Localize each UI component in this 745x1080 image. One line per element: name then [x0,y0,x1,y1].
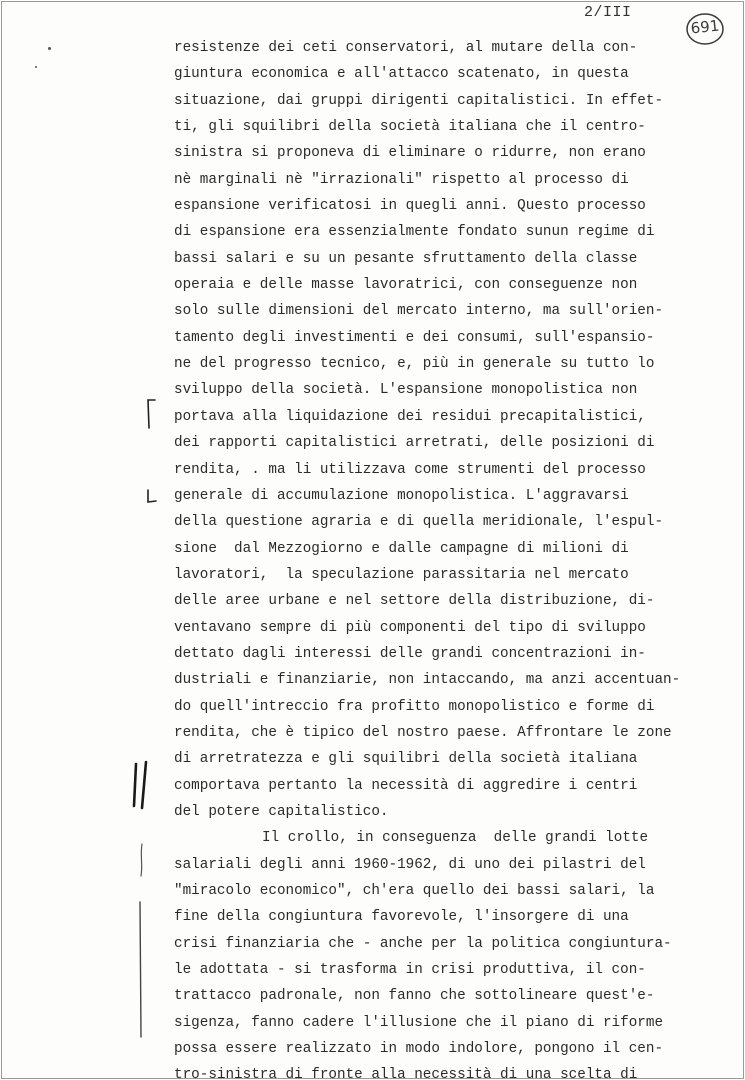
text-line: delle aree urbane e nel settore della distribuzione, di- [174,593,655,610]
paragraph-first-line: Il crollo, in conseguenza delle grandi lotte [262,830,649,847]
text-line: dettato dagli interessi delle grandi concentrazioni in- [174,645,646,662]
text-line: sviluppo della società. L'espansione monopolistica non [174,382,638,399]
text-line: espansione verificatosi in quegli anni. Questo processo [174,198,646,215]
page-number: 2/III [584,4,632,21]
text-line: di espansione era essenzialmente fondato sunun regime di [174,224,655,241]
text-line: rendita, . ma li utilizzava come strumenti del processo [174,461,646,478]
text-line: ne del progresso tecnico, e, più in generale su tutto lo [174,356,655,373]
margin-double-line-mark [130,760,152,810]
margin-bracket-open-mark [144,398,158,430]
text-line: dustriali e finanziarie, non intaccando, ma anzi accentuan- [174,672,681,689]
text-line: situazione, dai gruppi dirigenti capitalistici. In effet- [174,92,664,109]
text-line: ti, gli squilibri della società italiana che il centro- [174,119,646,136]
text-line: "miracolo economico", ch'era quello dei bassi salari, la [174,883,655,899]
text-line: possa essere realizzato in modo indolore, pongono il cen- [174,1041,664,1058]
paper-speck [35,66,37,68]
text-line: di arretratezza e gli squilibri della società italiana [174,751,638,768]
text-line: nè marginali nè "irrazionali" rispetto al processo di [174,171,629,188]
text-line: resistenze dei ceti conservatori, al mutare della con- [174,40,638,56]
document-page [1,1,744,1079]
text-line: della questione agraria e di quella meridionale, l'espul- [174,514,664,531]
text-line: operaia e delle masse lavoratrici, con conseguenze non [174,277,638,294]
text-line: lavoratori, la speculazione parassitaria nel mercato [174,566,629,583]
text-line: solo sulle dimensioni del mercato interno, ma sull'orien- [174,303,664,320]
text-line: fine della congiuntura favorevole, l'insorgere di una [174,909,629,926]
text-line: giuntura economica e all'attacco scatenato, in questa [174,66,629,83]
archive-stamp-number: 691 [689,16,721,38]
margin-vertical-line-mark [136,842,146,1042]
text-line: sigenza, fanno cadere l'illusione che il piano di riforme [174,1014,664,1031]
typewritten-body [174,35,714,1079]
text-line: comportava pertanto la necessità di aggredire i centri [174,777,638,794]
text-line: crisi finanziaria che - anche per la politica congiuntura- [174,935,672,952]
text-line: del potere capitalistico. [174,803,389,820]
text-line: tamento degli investimenti e dei consumi, sull'espansio- [174,329,655,346]
margin-bracket-close-mark [145,488,159,506]
text-line: portava alla liquidazione dei residui precapitalistici, [174,408,646,425]
text-line: sinistra si proponeva di eliminare o ridurre, non erano [174,145,646,162]
text-line: ventavano sempre di più componenti del tipo di sviluppo [174,619,646,636]
text-line: tro-sinistra di fronte alla necessità di una scelta di [174,1067,638,1079]
text-line: generale di accumulazione monopolistica. L'aggravarsi [174,487,629,504]
text-line: do quell'intreccio fra profitto monopolistico e forme di [174,698,655,715]
text-line: rendita, che è tipico del nostro paese. Affrontare le zone [174,724,672,741]
text-line: sione dal Mezzogiorno e dalle campagne di milioni di [174,540,629,557]
text-line: salariali degli anni 1960-1962, di uno dei pilastri del [174,856,646,873]
text-line: dei rapporti capitalistici arretrati, delle posizioni di [174,435,655,452]
text-line: bassi salari e su un pesante sfruttamento della classe [174,250,638,267]
paper-speck [48,47,51,50]
text-line: le adottata - si trasforma in crisi produttiva, il con- [174,962,646,979]
text-line: trattacco padronale, non fanno che sottolineare quest'e- [174,988,655,1005]
